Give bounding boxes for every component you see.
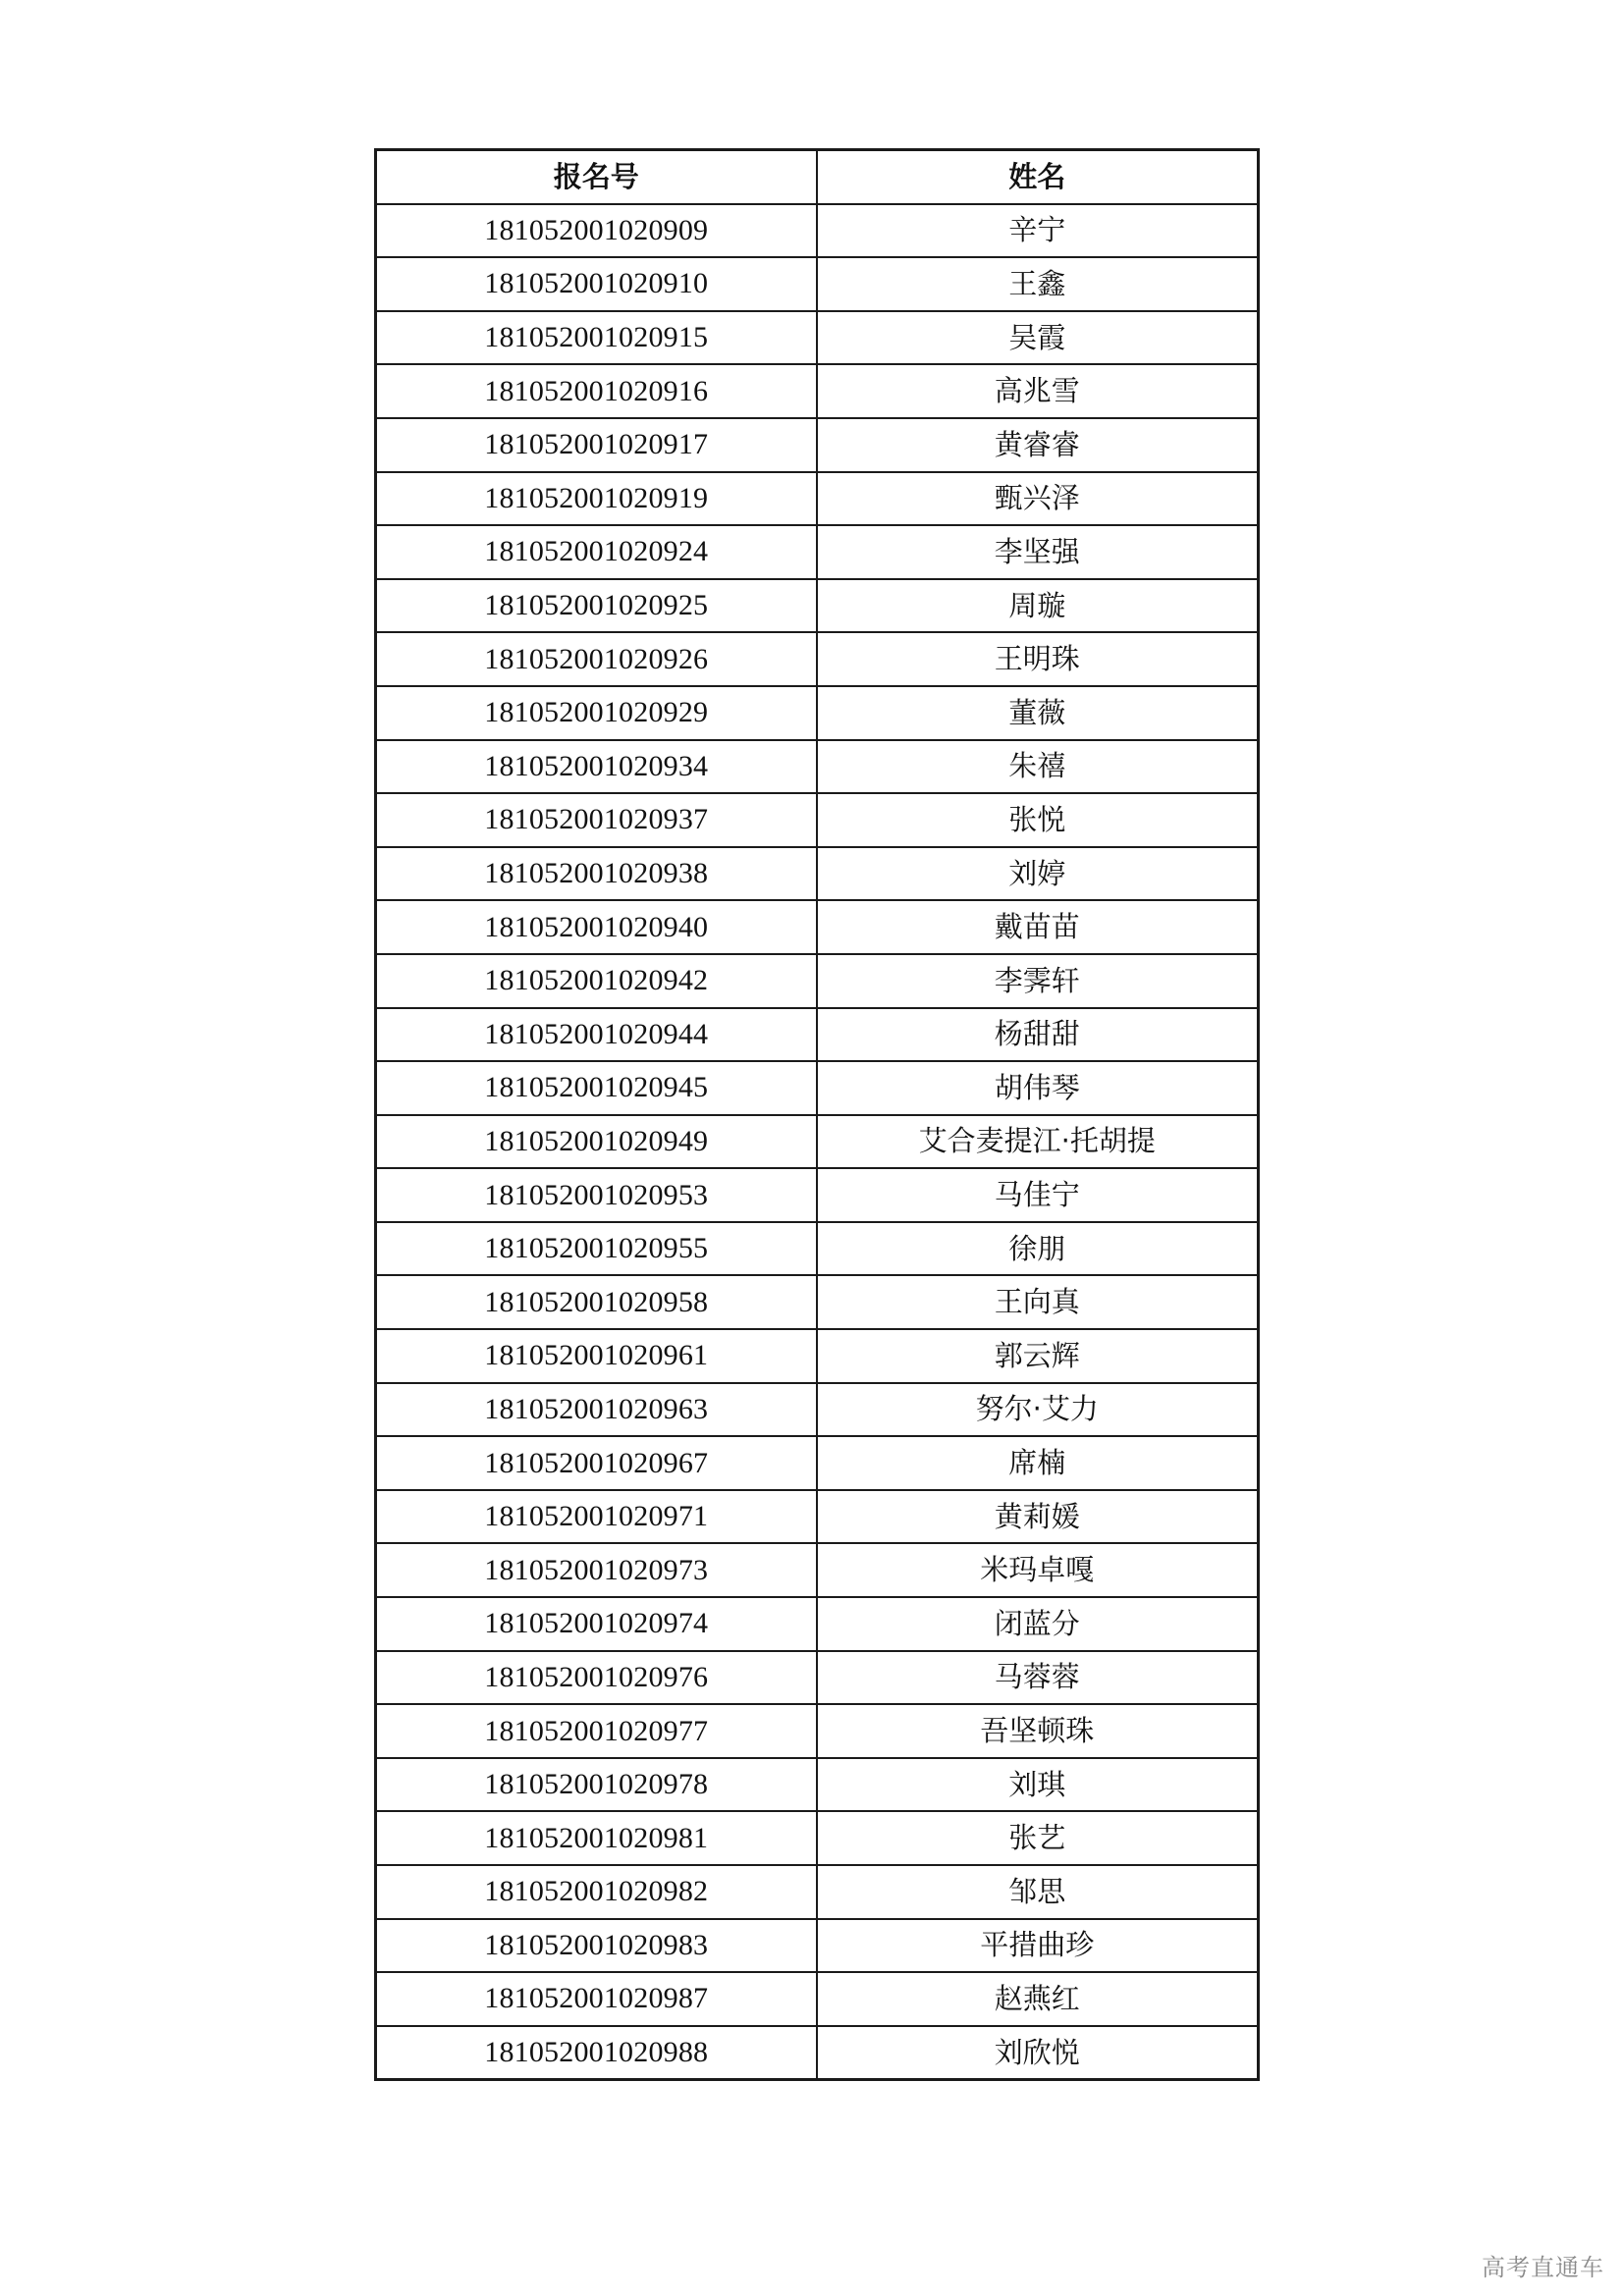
name-cell: 周璇 — [817, 579, 1259, 633]
registration-number-cell: 181052001020973 — [376, 1543, 817, 1597]
table-row — [376, 1436, 1259, 1490]
name-cell: 米玛卓嘎 — [817, 1543, 1259, 1597]
registration-number-cell: 181052001020909 — [376, 204, 817, 258]
registration-number-cell: 181052001020919 — [376, 472, 817, 526]
table-row — [376, 1543, 1259, 1597]
registration-number-cell: 181052001020926 — [376, 632, 817, 686]
name-cell: 戴苗苗 — [817, 900, 1259, 954]
name-cell: 马佳宁 — [817, 1168, 1259, 1222]
column-header-registration-number: 报名号 — [376, 150, 817, 204]
name-cell: 刘婷 — [817, 847, 1259, 901]
name-cell: 闭蓝分 — [817, 1597, 1259, 1651]
table-row — [376, 257, 1259, 311]
name-cell: 李霁轩 — [817, 954, 1259, 1008]
registration-number-cell: 181052001020974 — [376, 1597, 817, 1651]
registration-number-cell: 181052001020967 — [376, 1436, 817, 1490]
registration-number-cell: 181052001020937 — [376, 793, 817, 847]
registration-number-cell: 181052001020982 — [376, 1865, 817, 1919]
table-row — [376, 740, 1259, 794]
registration-number-cell: 181052001020934 — [376, 740, 817, 794]
table-row — [376, 954, 1259, 1008]
name-cell: 甄兴泽 — [817, 472, 1259, 526]
name-cell: 辛宁 — [817, 204, 1259, 258]
name-cell: 徐朋 — [817, 1222, 1259, 1276]
registration-number-cell: 181052001020978 — [376, 1758, 817, 1812]
name-cell: 张艺 — [817, 1811, 1259, 1865]
name-cell: 艾合麦提江·托胡提 — [817, 1115, 1259, 1169]
name-cell: 吾坚顿珠 — [817, 1704, 1259, 1758]
name-cell: 王向真 — [817, 1275, 1259, 1329]
registration-number-cell: 181052001020949 — [376, 1115, 817, 1169]
table-row — [376, 472, 1259, 526]
name-cell: 刘琪 — [817, 1758, 1259, 1812]
table-row — [376, 1865, 1259, 1919]
registration-number-cell: 181052001020925 — [376, 579, 817, 633]
registration-number-cell: 181052001020924 — [376, 525, 817, 579]
name-cell: 平措曲珍 — [817, 1919, 1259, 1973]
table-row — [376, 1383, 1259, 1437]
registration-number-cell: 181052001020981 — [376, 1811, 817, 1865]
name-cell: 朱禧 — [817, 740, 1259, 794]
registration-number-cell: 181052001020910 — [376, 257, 817, 311]
table-row — [376, 1972, 1259, 2026]
registration-number-cell: 181052001020958 — [376, 1275, 817, 1329]
registration-number-cell: 181052001020987 — [376, 1972, 817, 2026]
registration-number-cell: 181052001020977 — [376, 1704, 817, 1758]
table-row — [376, 311, 1259, 365]
name-cell: 张悦 — [817, 793, 1259, 847]
name-cell: 黄莉媛 — [817, 1490, 1259, 1544]
registration-number-cell: 181052001020940 — [376, 900, 817, 954]
name-cell: 努尔·艾力 — [817, 1383, 1259, 1437]
column-header-name: 姓名 — [817, 150, 1259, 204]
name-cell: 邹思 — [817, 1865, 1259, 1919]
name-cell: 吴霞 — [817, 311, 1259, 365]
table-row — [376, 847, 1259, 901]
registration-number-cell: 181052001020953 — [376, 1168, 817, 1222]
name-cell: 李坚强 — [817, 525, 1259, 579]
table-row — [376, 1811, 1259, 1865]
table-row — [376, 1329, 1259, 1383]
registration-number-cell: 181052001020961 — [376, 1329, 817, 1383]
name-cell: 郭云辉 — [817, 1329, 1259, 1383]
table-row — [376, 2026, 1259, 2080]
table-row — [376, 1061, 1259, 1115]
table-body — [376, 204, 1259, 2080]
registration-number-cell: 181052001020929 — [376, 686, 817, 740]
name-cell: 杨甜甜 — [817, 1008, 1259, 1062]
name-cell: 董薇 — [817, 686, 1259, 740]
name-cell: 刘欣悦 — [817, 2026, 1259, 2080]
table-row — [376, 686, 1259, 740]
table-row — [376, 418, 1259, 472]
table-row — [376, 1704, 1259, 1758]
table-header-row — [376, 150, 1259, 204]
registration-number-cell: 181052001020983 — [376, 1919, 817, 1973]
table-row — [376, 1222, 1259, 1276]
name-cell: 黄睿睿 — [817, 418, 1259, 472]
name-cell: 马蓉蓉 — [817, 1651, 1259, 1705]
table-row — [376, 1008, 1259, 1062]
watermark-text: 高考直通车 — [1482, 2254, 1604, 2281]
registration-number-cell: 181052001020963 — [376, 1383, 817, 1437]
table-row — [376, 364, 1259, 418]
table-row — [376, 525, 1259, 579]
registration-number-cell: 181052001020944 — [376, 1008, 817, 1062]
registration-number-cell: 181052001020942 — [376, 954, 817, 1008]
name-cell: 王鑫 — [817, 257, 1259, 311]
name-cell: 席楠 — [817, 1436, 1259, 1490]
table-row — [376, 1490, 1259, 1544]
registration-number-cell: 181052001020915 — [376, 311, 817, 365]
applicant-table — [374, 148, 1260, 2081]
registration-number-cell: 181052001020988 — [376, 2026, 817, 2080]
table-row — [376, 1919, 1259, 1973]
table-row — [376, 1115, 1259, 1169]
name-cell: 胡伟琴 — [817, 1061, 1259, 1115]
name-cell: 王明珠 — [817, 632, 1259, 686]
name-cell: 高兆雪 — [817, 364, 1259, 418]
registration-number-cell: 181052001020971 — [376, 1490, 817, 1544]
table-row — [376, 900, 1259, 954]
registration-number-cell: 181052001020945 — [376, 1061, 817, 1115]
name-cell: 赵燕红 — [817, 1972, 1259, 2026]
table-row — [376, 1275, 1259, 1329]
table-row — [376, 793, 1259, 847]
table-row — [376, 204, 1259, 258]
table-row — [376, 1651, 1259, 1705]
registration-number-cell: 181052001020976 — [376, 1651, 817, 1705]
table-row — [376, 1597, 1259, 1651]
registration-number-cell: 181052001020916 — [376, 364, 817, 418]
registration-number-cell: 181052001020917 — [376, 418, 817, 472]
registration-number-cell: 181052001020955 — [376, 1222, 817, 1276]
table-row — [376, 632, 1259, 686]
table-row — [376, 579, 1259, 633]
table-row — [376, 1168, 1259, 1222]
registration-number-cell: 181052001020938 — [376, 847, 817, 901]
table-row — [376, 1758, 1259, 1812]
